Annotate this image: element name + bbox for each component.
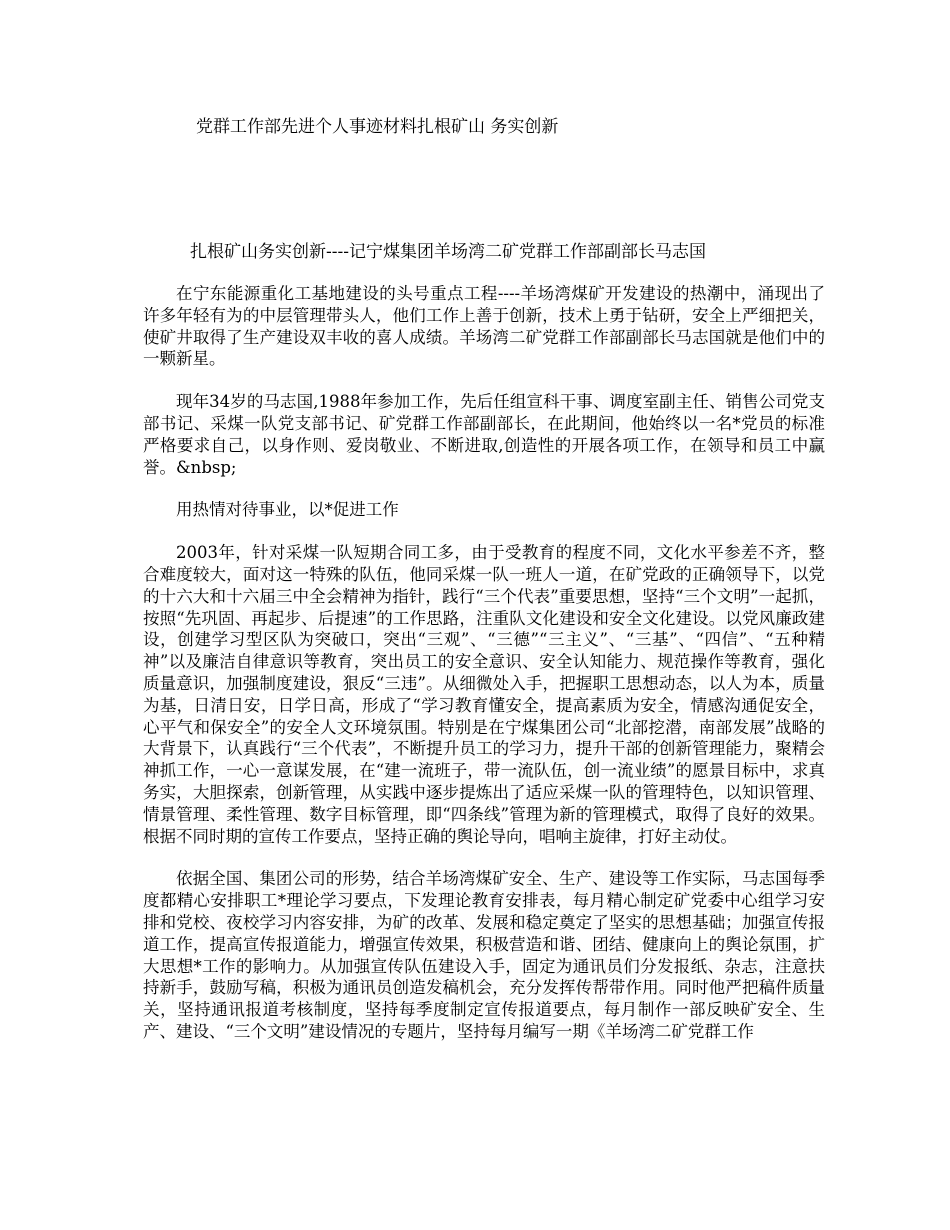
document-subtitle: 扎根矿山务实创新----记宁煤集团羊场湾二矿党群工作部副部长马志国	[190, 242, 706, 262]
paragraph-biography: 现年34岁的马志国,1988年参加工作，先后任组宣科干事、调度室副主任、销售公司党支部书记、采煤一队党支部书记、矿党群工作部副部长，在此期间，他始终以一名*党员的标准严格要求自己，以身作则、爱岗敬业、不断进取,创造性的开展各项工作，在领导和员工中赢誉。&nbsp;	[143, 392, 825, 477]
document-title: 党群工作部先进个人事迹材料扎根矿山 务实创新	[196, 117, 559, 137]
paragraph-intro: 在宁东能源重化工基地建设的头号重点工程----羊场湾煤矿开发建设的热潮中，涌现出了许多年轻有为的中层管理带头人，他们工作上善于创新，技术上勇于钻研，安全上严细把关，使矿井取得了生产建设双丰收的喜人成绩。羊场湾二矿党群工作部副部长马志国就是他们中的一颗新星。	[143, 284, 825, 369]
document-body	[143, 283, 825, 1064]
paragraph-publicity-work: 依据全国、集团公司的形势，结合羊场湾煤矿安全、生产、建设等工作实际，马志国每季度都精心安排职工*理论学习要点，下发理论教育安排表，每月精心制定矿党委中心组学习安排和党校、夜校学习内容安排，为矿的改革、发展和稳定奠定了坚实的思想基础；加强宣传报道工作，提高宣传报道能力，增强宣传效果，积极营造和谐、团结、健康向上的舆论氛围，扩大思想*工作的影响力。从加强宣传队伍建设入手，固定为通讯员们分发报纸、杂志，注意扶持新手，鼓励写稿，积极为通讯员创造发稿机会，充分发挥传帮带作用。同时他严把稿件质量关，坚持通讯报道考核制度，坚持每季度制定宣传报道要点，每月制作一部反映矿安全、生产、建设、“三个文明”建设情况的专题片，坚持每月编写一期《羊场湾二矿党群工作	[143, 869, 825, 1041]
section-heading: 用热情对待事业，以*促进工作	[176, 500, 399, 520]
paragraph-2003-work: 2003年，针对采煤一队短期合同工多，由于受教育的程度不同，文化水平参差不齐，整合难度较大，面对这一特殊的队伍，他同采煤一队一班人一道，在矿党政的正确领导下，以党的十六大和十六届三中全会精神为指针，践行“三个代表”重要思想，坚持“三个文明”一起抓，按照“先巩固、再起步、后提速”的工作思路，注重队文化建设和安全文化建设。以党风廉政建设，创建学习型区队为突破口，突出“三观”、“三德”“三主义”、“三基”、“四信”、“五种精神”以及廉洁自律意识等教育，突出员工的安全意识、安全认知能力、规范操作等教育，强化质量意识，加强制度建设，狠反“三违”。从细微处入手，把握职工思想动态，以人为本，质量为基，日清日安，日学日高，形成了“学习教育懂安全，提高素质为安全，情感沟通促安全，心平气和保安全”的安全人文环境氛围。特别是在宁煤集团公司“北部挖潜，南部发展”战略的大背景下，认真践行“三个代表”，不断提升员工的学习力，提升干部的创新管理能力，聚精会神抓工作，一心一意谋发展，在“建一流班子，带一流队伍，创一流业绩”的愿景目标中，求真务实，大胆探索，创新管理，从实践中逐步提炼出了适应采煤一队的管理特色，以知识管理、情景管理、柔性管理、数字目标管理，即“四条线”管理为新的管理模式，取得了良好的效果。根据不同时期的宣传工作要点，坚持正确的舆论导向，唱响主旋律，打好主动仗。	[143, 543, 825, 846]
